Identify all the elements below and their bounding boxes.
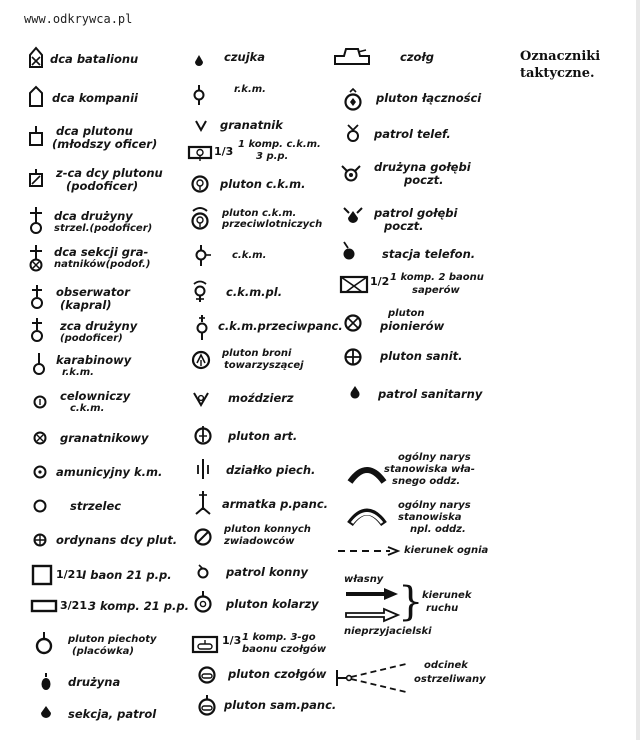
label-mlodszy-oficer: (młodszy oficer) [52,137,158,151]
page-title: Oznaczniki taktyczne. [520,49,601,81]
mg-platoon-icon [190,174,210,194]
mg-company-icon [186,144,214,162]
aa-heavy-mg-icon [190,280,212,304]
enemy-position-outline-icon [346,504,388,528]
label-czolg: czołg [400,50,434,64]
label-druzyna: drużyna [68,675,121,689]
tank-company-icon [190,634,220,656]
label-zca-druzyny: zca drużyny [60,319,138,333]
label-dca-batalionu: dca batalionu [50,52,139,66]
rifleman-rkm-icon [30,351,48,377]
label-dca-kompanii: dca kompanii [52,91,138,105]
medical-platoon-icon [342,346,364,368]
label-kierunek-ognia: kierunek ognia [404,545,489,556]
medical-patrol-icon [348,384,362,400]
page-edge [636,0,640,740]
label-granatnikowy: granatnikowy [60,431,149,445]
label-amunicyjny: amunicyjny k.m. [56,465,163,479]
heavy-mg-icon [192,244,214,268]
orderly-icon [32,532,48,548]
section-patrol-icon [38,703,54,723]
label-narys-npl-2: stanowiska [398,512,462,523]
label-celowniczy: celowniczy [60,389,131,403]
label-strzelec: strzelec [70,499,122,513]
label-pluton-ckm-plot: pluton c.k.m. [222,208,297,219]
label-komp-21: 3 komp. 21 p.p. [88,599,189,613]
label-narys-1: ogólny narys [398,452,471,463]
artillery-platoon-icon [192,424,214,448]
label-pluton-art: pluton art. [228,429,298,443]
mounted-patrol-icon [196,562,210,580]
label-pluton: pluton [388,308,425,319]
label-wlasny: własny [344,574,384,585]
outpost-icon [192,52,206,68]
label-podoficer-1: (podoficer) [66,179,139,193]
label-rkm-2: r.k.m. [234,84,266,95]
at-heavy-mg-icon [192,314,212,342]
label-komp-ckm: 1 komp. c.k.m. [238,139,321,150]
label-ordynans: ordynans dcy plut. [56,533,178,547]
label-dca-plutonu: dca plutonu [56,124,133,138]
label-narys-npl-3: npl. oddz. [410,524,466,535]
cyclist-platoon-icon [192,590,214,614]
label-mozdzierz: moździerz [228,391,294,405]
company-rect-icon [30,598,58,614]
label-dzialko: działko piech. [226,463,316,477]
label-komp-3go: 1 komp. 3-go [242,632,316,643]
label-pluton-czolgow: pluton czołgów [228,667,327,681]
fraction-1-21: 1/21 [56,568,83,581]
label-kapral: (kapral) [60,298,112,312]
own-position-outline-icon [346,462,388,486]
battalion-square-icon [30,563,54,587]
label-narys-npl-1: ogólny narys [398,500,471,511]
fire-direction-arrow-icon [336,544,400,558]
label-zwiadowcow: zwiadowców [224,536,295,547]
label-strzel-podoficer: strzel.(podoficer) [54,223,153,234]
infantry-gun-icon [194,458,212,480]
grenadier-icon [32,430,48,446]
label-patrol-sanitarny: patrol sanitarny [378,387,483,401]
tank-platoon-icon [196,664,218,686]
label-dca-druzyny: dca drużyny [54,209,133,223]
label-pluton-kolarzy: pluton kolarzy [226,597,319,611]
observer-icon [28,283,46,311]
tank-icon [332,44,372,68]
deputy-squad-leader-icon [28,316,46,344]
label-pluton-sanit: pluton sanit. [380,349,463,363]
label-pluton-konnych: pluton konnych [224,524,311,535]
label-patrol-konny: patrol konny [226,565,309,579]
label-przeciwlotniczych: przeciwlotniczych [222,219,323,230]
label-pionierow: pionierów [380,319,445,333]
label-3pp: 3 p.p. [256,151,289,162]
label-odcinek: odcinek [424,660,468,671]
fraction-1-3-b: 1/3 [222,634,242,647]
label-pluton-broni: pluton broni [222,348,292,359]
pigeon-patrol-icon [342,204,364,226]
label-kierunek-ruchu-1: kierunek [422,590,472,601]
telephone-station-icon [340,240,358,262]
label-poczt-2: poczt. [384,219,424,233]
label-pluton-sam-panc: pluton sam.panc. [224,698,337,712]
pioneer-platoon-icon [342,312,364,334]
light-mg-icon [190,84,208,106]
label-ckm-pl: c.k.m.pl. [226,285,283,299]
label-komp-2-baonu: 1 komp. 2 baonu [390,272,484,283]
company-commander-icon [26,84,46,108]
armored-car-platoon-icon [196,694,218,718]
label-podoficer-2: (podoficer) [60,333,123,344]
platoon-commander-icon [26,123,46,147]
brace-icon: } [398,579,424,625]
label-poczt-1: poczt. [404,173,444,187]
battalion-commander-icon [24,45,48,69]
label-natnikow: natników(podof.) [54,259,151,270]
fraction-1-3-a: 1/3 [214,145,234,158]
label-rkm-1: r.k.m. [62,367,94,378]
mortar-icon [192,390,210,410]
label-narys-3: snego oddz. [392,476,461,487]
aa-mg-platoon-icon [190,206,210,232]
label-dca-sekcji: dca sekcji gra- [54,245,149,259]
squad-leader-rifle-icon [26,205,46,235]
label-karabinowy: karabinowy [56,353,132,367]
label-pluton-piechoty: pluton piechoty [68,634,157,645]
movement-arrows-icon [344,586,400,626]
target-sector-icon [334,660,410,696]
label-patrol-golebi: patrol gołębi [374,206,458,220]
grenadier-section-leader-icon [26,243,46,273]
label-patrol-telef: patrol telef. [374,127,451,141]
sapper-company-icon [338,274,370,296]
label-kierunek-ruchu-2: ruchu [426,603,459,614]
grenade-launcher-icon [194,118,208,132]
label-baon-21: I baon 21 p.p. [82,568,172,582]
label-ckm-przeciwpanc: c.k.m.przeciwpanc. [218,319,343,333]
label-saperow: saperów [412,285,460,296]
gunner-ckm-icon [32,394,48,410]
label-sekcja: sekcja, patrol [68,707,157,721]
label-druzyna-golebi: drużyna gołębi [374,160,471,174]
label-granatnik: granatnik [220,118,283,132]
label-zca-dcy-plutonu: z-ca dcy plutonu [56,166,163,180]
label-ckm: c.k.m. [232,250,267,261]
mounted-scouts-platoon-icon [192,526,214,548]
label-towarzyszacej: towarzyszącej [224,360,304,371]
fraction-1-2: 1/2 [370,275,390,288]
label-narys-2: stanowiska wła- [384,464,475,475]
ammunition-bearer-icon [32,464,48,480]
squad-icon [38,672,54,692]
telephone-patrol-icon [344,122,362,144]
label-nieprzyjacielski: nieprzyjacielski [344,626,432,637]
infantry-platoon-icon [34,630,54,656]
label-pluton-lacznosci: pluton łączności [376,91,482,105]
label-stacja-telefon: stacja telefon. [382,247,476,261]
label-obserwator: obserwator [56,285,130,299]
label-placowka: (placówka) [72,646,134,657]
label-baonu-czolgow: baonu czołgów [242,644,327,655]
signals-platoon-icon [342,88,364,112]
label-czujka: czujka [224,50,266,64]
label-ostrzeliwany: ostrzeliwany [414,674,486,685]
at-gun-icon [194,490,212,516]
rifleman-icon [32,498,48,514]
label-pluton-ckm: pluton c.k.m. [220,177,306,191]
support-weapons-platoon-icon [190,348,212,372]
label-ckm-1: c.k.m. [70,403,105,414]
watermark: www.odkrywca.pl [24,12,133,26]
fraction-3-21: 3/21 [60,599,87,612]
deputy-platoon-commander-icon [26,167,46,189]
label-armatka: armatka p.panc. [222,497,329,511]
pigeon-squad-icon [340,162,362,184]
